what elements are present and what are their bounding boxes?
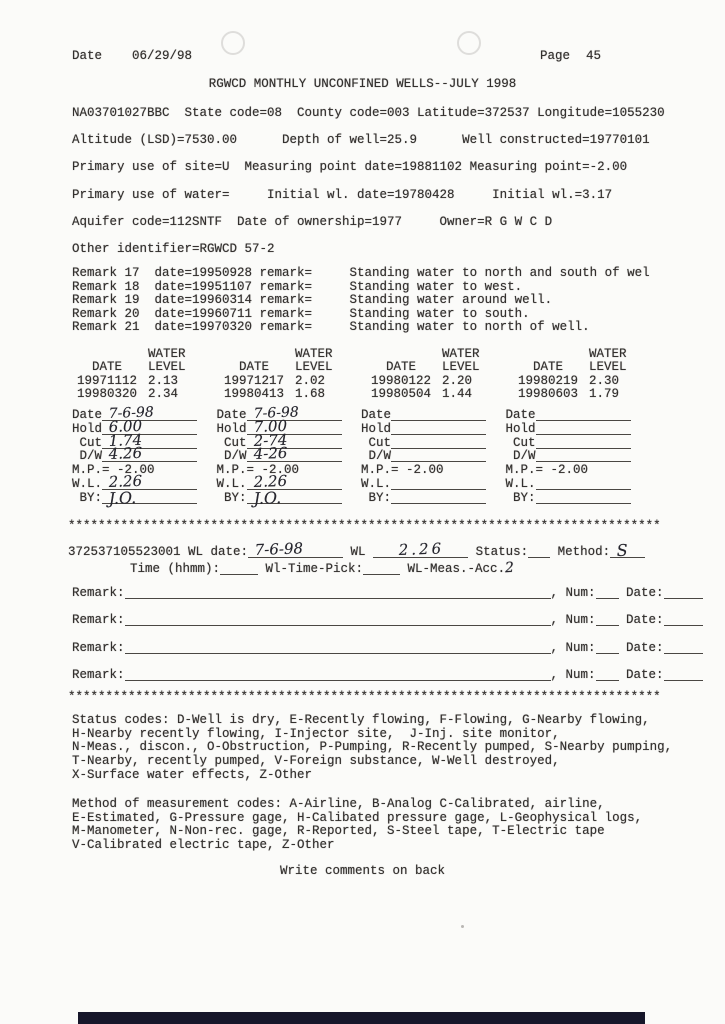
dw-field-blank: [102, 444, 197, 464]
wl-field: [506, 477, 651, 491]
status-label: Status:: [468, 545, 529, 559]
table-row: [66, 388, 213, 401]
header-date-value: 06/29/98: [132, 49, 193, 63]
scan-speck: [461, 925, 464, 928]
level-cell: 1.44: [442, 387, 473, 402]
wl-value-blank: [373, 539, 468, 559]
status-codes-line: N-Meas., discon., O-Obstruction, P-Pumping, R-Recently pumped, S-Nearby pumping,: [72, 740, 673, 755]
dw-field-blank: [536, 449, 631, 462]
status-codes-line: Status codes: D-Well is dry, E-Recently flowing, F-Flowing, G-Nearby flowing,: [72, 713, 650, 727]
level-cell: 2.13: [148, 373, 179, 388]
header-page-label: Page: [540, 49, 571, 63]
method-codes-line: E-Estimated, G-Pressure gage, H-Calibated pressure gage, L-Geophysical logs,: [72, 810, 643, 825]
dw-field-blank: [247, 444, 342, 464]
by-field-label: BY:: [72, 490, 103, 505]
hold-field-label: Hold: [505, 421, 536, 436]
dw-field: [361, 449, 506, 463]
date-blank: [664, 668, 703, 681]
mp-field: [361, 463, 506, 477]
method-codes-line: Method of measurement codes: A-Airline, B-Analog C-Calibrated, airline,: [72, 797, 605, 811]
date-handwritten-value: 7-6-98: [252, 404, 299, 422]
remark-history-line: Remark 20 date=19960711 remark= Standing water to south.: [72, 306, 530, 321]
mp-field: [72, 463, 217, 477]
by-field: [506, 491, 651, 505]
by-handwritten-initials: J.O.: [252, 487, 282, 508]
mp-field-label: M.P.= -2.00: [72, 463, 155, 478]
date-col-header: DATE: [91, 360, 122, 375]
level-cell: 2.02: [295, 373, 326, 388]
time-pick-label: Wl-Time-Pick:: [258, 562, 364, 576]
well-info-line: Altitude (LSD)=7530.00 Depth of well=25.9 Well constructed=19770101: [72, 133, 650, 148]
status-blank: [528, 545, 550, 558]
date-label: Date:: [618, 667, 664, 682]
cut-field-label: Cut: [361, 435, 392, 450]
asterisk-separator: *******************************************************************************: [68, 690, 661, 704]
date-field: [506, 408, 651, 422]
header-date-label: Date: [72, 49, 103, 63]
by-field-label: BY:: [216, 490, 247, 505]
cut-field-label: Cut: [505, 435, 536, 450]
remark-history-line: Remark 19 date=19960314 remark= Standing water around well.: [72, 293, 553, 308]
num-label: , Num:: [550, 613, 596, 628]
hold-handwritten-value: 7.00: [252, 416, 287, 436]
cut-field: [506, 436, 651, 450]
date-cell: 19980603: [517, 387, 578, 402]
date-cell: 19971217: [223, 373, 284, 388]
date-cell: 19971112: [76, 373, 137, 388]
hold-field: [216, 416, 362, 436]
dw-field: [72, 444, 217, 464]
by-field-blank: [102, 487, 197, 508]
asterisk-separator: *******************************************************************************: [68, 519, 661, 533]
date-field-blank: [536, 408, 631, 421]
remark-label: Remark:: [72, 667, 125, 682]
date-cell: 19980219: [517, 373, 578, 388]
dw-field-label: D/W: [72, 449, 103, 464]
remark-form-row: [72, 586, 703, 613]
method-codes-line: M-Manometer, N-Non-rec. gage, R-Reported, S-Steel tape, T-Electric tape: [72, 824, 605, 839]
remark-history-block: [72, 267, 650, 335]
remark-form-row: [72, 641, 703, 668]
date-cell: 19980504: [370, 387, 431, 402]
wl-field-blank: [536, 477, 631, 490]
cut-field-label: Cut: [216, 435, 247, 450]
dw-handwritten-value: 4.26: [108, 444, 143, 464]
date-field-blank: [391, 408, 486, 421]
water-level-group: [507, 348, 654, 402]
cut-field-blank: [391, 436, 486, 449]
cut-handwritten-value: 2-74: [252, 430, 288, 450]
water-level-group: [360, 348, 507, 402]
wl-value-handwritten: 2.26: [398, 539, 445, 559]
well-info-line: NA03701027BBC State code=08 County code=003 Latitude=372537 Longitude=1055230: [72, 106, 665, 120]
hold-field: [72, 416, 217, 436]
date-handwritten-value: 7-6-98: [108, 404, 155, 422]
hold-field-label: Hold: [72, 421, 103, 436]
punch-hole-left: [221, 31, 245, 55]
mp-field-label: M.P.= -2.00: [216, 463, 300, 478]
wl-field-label: W.L.: [505, 476, 536, 491]
well-info-line: Primary use of site=U Measuring point date=19881102 Measuring point=-2.00: [72, 160, 628, 175]
cut-handwritten-value: 1.74: [108, 430, 143, 450]
well-info-line: Other identifier=RGWCD 57-2: [72, 242, 275, 257]
date-label: Date:: [618, 613, 664, 628]
remark-blank: [125, 586, 551, 599]
hold-field-label: Hold: [361, 421, 392, 436]
cut-field-label: Cut: [72, 435, 103, 450]
wl-field-label: W.L.: [72, 476, 103, 491]
remark-history-line: Remark 21 date=19970320 remark= Standing water to north of well.: [72, 320, 590, 335]
date-field: [361, 408, 506, 422]
wl-date-handwritten: 7-6-98: [254, 539, 304, 559]
num-blank: [596, 586, 619, 599]
status-codes-block: [72, 714, 672, 783]
date-label: Date:: [618, 640, 664, 655]
status-codes-line: X-Surface water effects, Z-Other: [72, 767, 313, 782]
water-header-top: [66, 348, 213, 361]
by-field-label: BY:: [505, 490, 536, 505]
water-header-top: [213, 348, 360, 361]
num-blank: [596, 641, 619, 654]
status-codes-line: H-Nearby recently flowing, I-Injector site, J-Inj. site monitor,: [72, 726, 560, 741]
remark-form-row: [72, 613, 703, 640]
date-field-label: Date: [505, 408, 536, 422]
remark-blank: [125, 613, 551, 626]
date-cell: 19980413: [223, 387, 284, 402]
level-cell: 2.20: [442, 373, 473, 388]
wl-entry-line: [68, 539, 645, 560]
remark-blank: [125, 641, 551, 654]
water-header-label: WATER: [589, 347, 627, 361]
measurement-column: [216, 404, 362, 508]
date-field-label: Date: [216, 408, 247, 422]
level-cell: 2.34: [148, 387, 179, 402]
by-field: [216, 487, 362, 508]
well-info-block: [72, 100, 665, 263]
water-header-cols: [507, 361, 654, 374]
hold-handwritten-value: 6.00: [108, 416, 143, 436]
header-page: [540, 49, 601, 63]
remark-label: Remark:: [72, 613, 125, 628]
num-blank: [596, 613, 619, 626]
time-label: Time (hhmm):: [130, 562, 221, 576]
scan-edge-artifact-bar: [78, 1012, 645, 1024]
dw-field: [506, 449, 651, 463]
cut-field: [361, 436, 506, 450]
time-pick-blank: [363, 562, 400, 575]
hold-field-label: Hold: [216, 421, 247, 436]
level-col-header: LEVEL: [148, 360, 186, 375]
measurement-column: [361, 408, 506, 505]
num-blank: [596, 668, 619, 681]
status-codes-line: T-Nearby, recently pumped, V-Foreign substance, W-Well destroyed,: [72, 754, 560, 769]
by-field: [361, 491, 506, 505]
hold-field: [361, 422, 506, 436]
water-header-cols: [360, 361, 507, 374]
by-field: [72, 487, 217, 508]
date-field-label: Date: [361, 408, 392, 422]
dw-field: [216, 444, 362, 464]
date-blank: [664, 613, 703, 626]
level-col-header: LEVEL: [442, 360, 480, 375]
mp-field-label: M.P.= -2.00: [505, 463, 589, 478]
date-field-label: Date: [72, 408, 103, 422]
by-field-blank: [536, 491, 631, 504]
level-col-header: LEVEL: [589, 360, 627, 375]
dw-field-blank: [391, 449, 486, 462]
measurement-columns: [72, 404, 650, 508]
wl-field: [216, 471, 362, 491]
water-header-label: WATER: [442, 347, 480, 361]
method-codes-line: V-Calibrated electric tape, Z-Other: [72, 838, 335, 853]
date-blank: [664, 641, 703, 654]
wl-handwritten-value: 2.26: [108, 471, 143, 491]
water-header-cols: [66, 361, 213, 374]
acc-handwritten: 2: [504, 559, 515, 577]
hold-field: [506, 422, 651, 436]
measurement-column: [72, 404, 217, 508]
water-header-top: [360, 348, 507, 361]
cut-field: [216, 430, 362, 450]
mp-field: [217, 463, 362, 477]
water-header-label: WATER: [148, 347, 186, 361]
remark-history-line: Remark 18 date=19951107 remark= Standing water to west.: [72, 279, 523, 294]
header-page-value: 45: [586, 49, 602, 63]
wl-handwritten-value: 2.26: [252, 471, 287, 491]
date-field: [72, 404, 217, 422]
water-header-cols: [213, 361, 360, 374]
site-id: 372537105523001: [68, 545, 181, 559]
dw-field-label: D/W: [361, 449, 392, 464]
header-date: [72, 49, 192, 63]
cut-field-blank: [536, 436, 631, 449]
method-codes-block: [72, 798, 642, 853]
level-col-header: LEVEL: [295, 360, 333, 375]
footer-note: Write comments on back: [279, 864, 446, 878]
by-field-label: BY:: [361, 490, 392, 505]
mp-field-label: M.P.= -2.00: [361, 463, 444, 478]
num-label: , Num:: [550, 586, 596, 600]
dw-field-label: D/W: [216, 449, 247, 464]
wl-label: WL: [343, 545, 374, 559]
by-field-blank: [247, 487, 342, 508]
date-field: [216, 404, 362, 422]
water-level-table: [66, 348, 654, 402]
measurement-column: [506, 408, 651, 505]
date-label: Date:: [618, 586, 664, 600]
remark-form: [72, 586, 703, 695]
level-cell: 1.79: [589, 387, 620, 402]
date-col-header: DATE: [532, 360, 563, 375]
date-cell: 19980122: [370, 373, 431, 388]
date-cell: 19980320: [76, 387, 137, 402]
water-header-label: WATER: [295, 347, 333, 361]
table-row: [360, 388, 507, 401]
wl-entry-line2: [130, 560, 514, 576]
date-blank: [664, 586, 703, 599]
wl-date-label: WL date:: [180, 545, 249, 559]
num-label: , Num:: [550, 640, 596, 655]
wl-field: [72, 471, 217, 491]
wl-field: [361, 477, 506, 491]
num-label: , Num:: [550, 667, 596, 682]
date-col-header: DATE: [238, 360, 269, 375]
level-cell: 2.30: [589, 373, 620, 388]
method-blank: [610, 540, 645, 560]
wl-date-blank: [248, 539, 343, 559]
by-handwritten-initials: J.O.: [108, 487, 137, 508]
by-field-blank: [391, 491, 486, 504]
wl-field-label: W.L.: [216, 476, 247, 491]
cut-field: [72, 430, 217, 450]
dw-field-label: D/W: [505, 449, 536, 464]
remark-history-line: Remark 17 date=19950928 remark= Standing water to north and south of wel: [72, 266, 650, 280]
method-label: Method:: [550, 545, 611, 559]
wl-field-blank: [391, 477, 486, 490]
level-cell: 1.68: [295, 387, 326, 402]
water-level-group: [213, 348, 360, 402]
dw-handwritten-value: 4-26: [252, 444, 288, 464]
hold-field-blank: [536, 422, 631, 435]
water-header-top: [507, 348, 654, 361]
well-info-line: Aquifer code=112SNTF Date of ownership=1977 Owner=R G W C D: [72, 214, 553, 229]
well-info-line: Primary use of water= Initial wl. date=19780428 Initial wl.=3.17: [72, 187, 613, 202]
remark-label: Remark:: [72, 586, 125, 600]
water-level-group: [66, 348, 213, 402]
date-col-header: DATE: [385, 360, 416, 375]
table-row: [213, 388, 360, 401]
acc-label: WL-Meas.-Acc.: [400, 562, 506, 576]
table-row: [507, 388, 654, 401]
wl-field-label: W.L.: [361, 476, 392, 491]
method-handwritten: S: [616, 540, 629, 560]
mp-field: [506, 463, 651, 477]
time-blank: [220, 562, 258, 575]
punch-hole-right: [457, 31, 481, 55]
remark-label: Remark:: [72, 640, 125, 655]
hold-field-blank: [391, 422, 486, 435]
page-title: RGWCD MONTHLY UNCONFINED WELLS--JULY 1998: [208, 77, 517, 91]
remark-blank: [125, 668, 551, 681]
